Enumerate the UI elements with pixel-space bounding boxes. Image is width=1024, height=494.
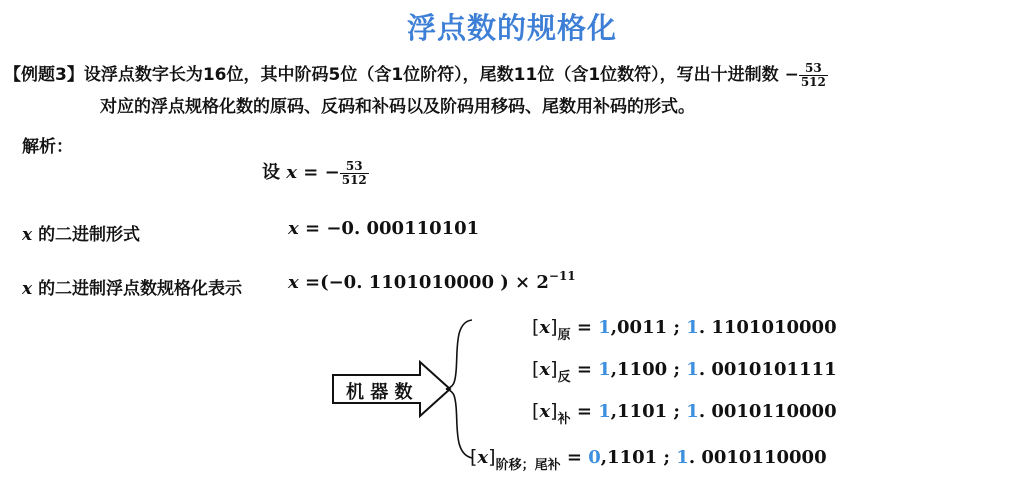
bracket-open: [ <box>532 400 540 422</box>
question-frac-numerator: 53 <box>805 60 822 75</box>
set-frac-numerator: 53 <box>345 158 363 173</box>
mantissa-bits: . 1101010000 <box>698 317 837 338</box>
bracket-close: ] <box>550 316 558 338</box>
mantissa-sign-bit: 1 <box>686 401 699 422</box>
row-subscript: 反 <box>557 370 571 385</box>
mantissa-bits: . 0010101111 <box>698 359 837 380</box>
mantissa-sign-bit: 1 <box>686 317 699 338</box>
normalized-var: x <box>288 272 299 293</box>
normalized-expr: =(−0. 1101010000 ) × 2 <box>298 272 549 293</box>
set-frac-denominator: 512 <box>341 172 367 187</box>
set-variable: x <box>286 162 298 183</box>
binary-label-var: x <box>22 225 33 245</box>
row-subscript: 阶移；尾补 <box>495 458 561 473</box>
question-tag: 【例题3】 <box>4 65 84 85</box>
exponent-sign-bit: 1 <box>598 401 611 422</box>
row-var: x <box>539 401 551 422</box>
bracket-open: [ <box>532 358 540 380</box>
row-subscript: 原 <box>557 328 571 343</box>
set-prefix: 设 <box>262 162 280 183</box>
row-equals: = <box>570 317 599 338</box>
mantissa-sign-bit: 1 <box>686 359 699 380</box>
normalized-exponent: −11 <box>548 269 576 283</box>
exponent-bits: ,1101 ; <box>610 401 687 422</box>
machine-number-label: 机 器 数 <box>346 382 413 403</box>
row-equals: = <box>570 359 599 380</box>
mantissa-bits: . 0010110000 <box>688 447 827 468</box>
binary-label-text: 的二进制形式 <box>38 225 141 245</box>
bracket-open: [ <box>532 316 540 338</box>
binary-number: = −0. 000110101 <box>298 218 480 239</box>
exponent-sign-bit: 1 <box>598 359 611 380</box>
row-equals: = <box>560 447 589 468</box>
page-title: 浮点数的规格化 <box>406 11 617 45</box>
normalized-label-var: x <box>22 279 33 299</box>
exponent-bits: ,1101 ; <box>600 447 677 468</box>
machine-row-biased-exponent <box>470 446 827 473</box>
question-minus: − <box>784 65 799 85</box>
machine-row-original <box>532 316 837 343</box>
question-line-2: 对应的浮点规格化数的原码、反码和补码以及阶码用移码、尾数用补码的形式。 <box>100 97 695 117</box>
exponent-bits: ,1100 ; <box>610 359 687 380</box>
mantissa-sign-bit: 1 <box>676 447 689 468</box>
binary-var: x <box>288 218 299 239</box>
row-var: x <box>477 447 489 468</box>
bracket-close: ] <box>550 358 558 380</box>
set-equals: = − <box>297 162 340 183</box>
machine-row-twos-complement <box>532 400 837 427</box>
analysis-heading: 解析： <box>22 137 73 157</box>
row-var: x <box>539 317 551 338</box>
question-text-1: 设浮点数字长为16位，其中阶码5位（含1位阶符），尾数11位（含1位数符），写出十进制数 <box>83 65 779 85</box>
exponent-bits: ,0011 ; <box>610 317 687 338</box>
row-equals: = <box>570 401 599 422</box>
bracket-close: ] <box>488 446 496 468</box>
mantissa-bits: . 0010110000 <box>698 401 837 422</box>
question-frac-denominator: 512 <box>800 74 826 89</box>
normalized-label-text: 的二进制浮点数规格化表示 <box>38 279 243 299</box>
bracket-open: [ <box>470 446 478 468</box>
machine-row-ones-complement <box>532 358 837 385</box>
exponent-sign-bit: 0 <box>588 447 601 468</box>
row-var: x <box>539 359 551 380</box>
bracket-close: ] <box>550 400 558 422</box>
row-subscript: 补 <box>557 412 571 427</box>
exponent-sign-bit: 1 <box>598 317 611 338</box>
